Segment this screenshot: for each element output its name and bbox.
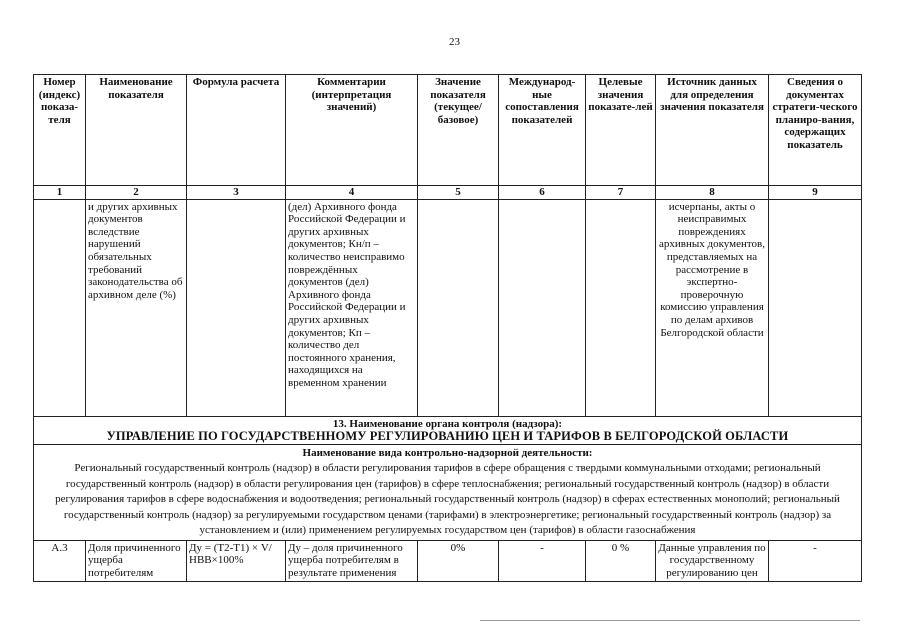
column-header: Формула расчета [187,75,286,186]
column-number: 2 [86,186,187,200]
column-number: 7 [586,186,656,200]
activity-text: Региональный государственный контроль (надзор) в области регулирования тарифов в сфере обращения с твердыми коммунальными отходами; региональный государственный контроль (надзор) в области регулирования цен (тарифов) в сфере теплоснабжения; региональный государственный контроль (надзор) в области регулирования тарифов в сфере водоснабжения и водоотведения; региональный государственный контроль (надзор) в сферах естественных монополий; региональный государственный контроль (надзор) за регулируемыми государством ценами (тарифами) в электроэнергетике; региональный государственный контроль (надзор) за установлением и (или) применением регулируемых государством цен (тарифов) в области газоснабжения [55,462,840,537]
column-header: Номер (индекс) показа-теля [34,75,86,186]
column-header: Комментарии (интерпретация значений) [286,75,418,186]
source-cell: исчерпаны, акты о неисправимых повреждениях архивных документов, представляемых на рассмотрение в экспертно-проверочную комиссию управления по делам архивов Белгородской области [656,199,769,416]
column-header: Источник данных для определения значения показателя [656,75,769,186]
column-header: Сведения о документах стратеги-ческого планиро-вания, содержащих показатель [769,75,862,186]
column-header: Значение показателя (текущее/ базовое) [418,75,499,186]
column-number-row [34,186,862,200]
section-row [34,416,862,444]
indicator-index: А.3 [34,540,86,581]
column-number: 1 [34,186,86,200]
activity-heading: Наименование вида контрольно-надзорной деятельности: [302,446,593,459]
column-number: 5 [418,186,499,200]
indicator-name-cell: и других архивных документов вследствие нарушений обязательных требований законодательства об архивном деле (%) [86,199,187,416]
intl-comparison-cell: - [499,540,586,581]
target-value-cell: 0 % [586,540,656,581]
table-row-continued [34,199,862,416]
value-cell: 0% [418,540,499,581]
column-number: 3 [187,186,286,200]
column-number: 9 [769,186,862,200]
activity-row [34,444,862,540]
column-header: Международ-ные сопоставления показателей [499,75,586,186]
column-number: 4 [286,186,418,200]
scan-artifact [480,620,860,621]
comment-cell: Ду – доля причиненного ущерба потребителям в результате применения [286,540,418,581]
table-row [34,540,862,581]
page-number: 23 [449,36,460,48]
formula-cell: Ду = (Т2-Т1) × V/НВВ×100% [187,540,286,581]
column-header: Наименование показателя [86,75,187,186]
column-number: 6 [499,186,586,200]
source-cell: Данные управления по государственному регулированию цен [656,540,769,581]
indicators-table [33,74,862,582]
indicator-name-cell: Доля причиненного ущерба потребителям [86,540,187,581]
section-label: 13. Наименование органа контроля (надзора): [332,417,563,430]
strategic-docs-cell: - [769,540,862,581]
comment-cell: (дел) Архивного фонда Российской Федерации и других архивных документов; Кн/п – количество неисправимо повреждённых документов (дел) Архивного фонда Российской Федерации и других архивных документов; Кп – количество дел постоянного хранения, находящихся на временном хранении [286,199,418,416]
agency-name: УПРАВЛЕНИЕ ПО ГОСУДАРСТВЕННОМУ РЕГУЛИРОВАНИЮ ЦЕН И ТАРИФОВ В БЕЛГОРОДСКОЙ ОБЛАСТИ [106,429,789,444]
table-header-row [34,75,862,186]
column-number: 8 [656,186,769,200]
column-header: Целевые значения показате-лей [586,75,656,186]
